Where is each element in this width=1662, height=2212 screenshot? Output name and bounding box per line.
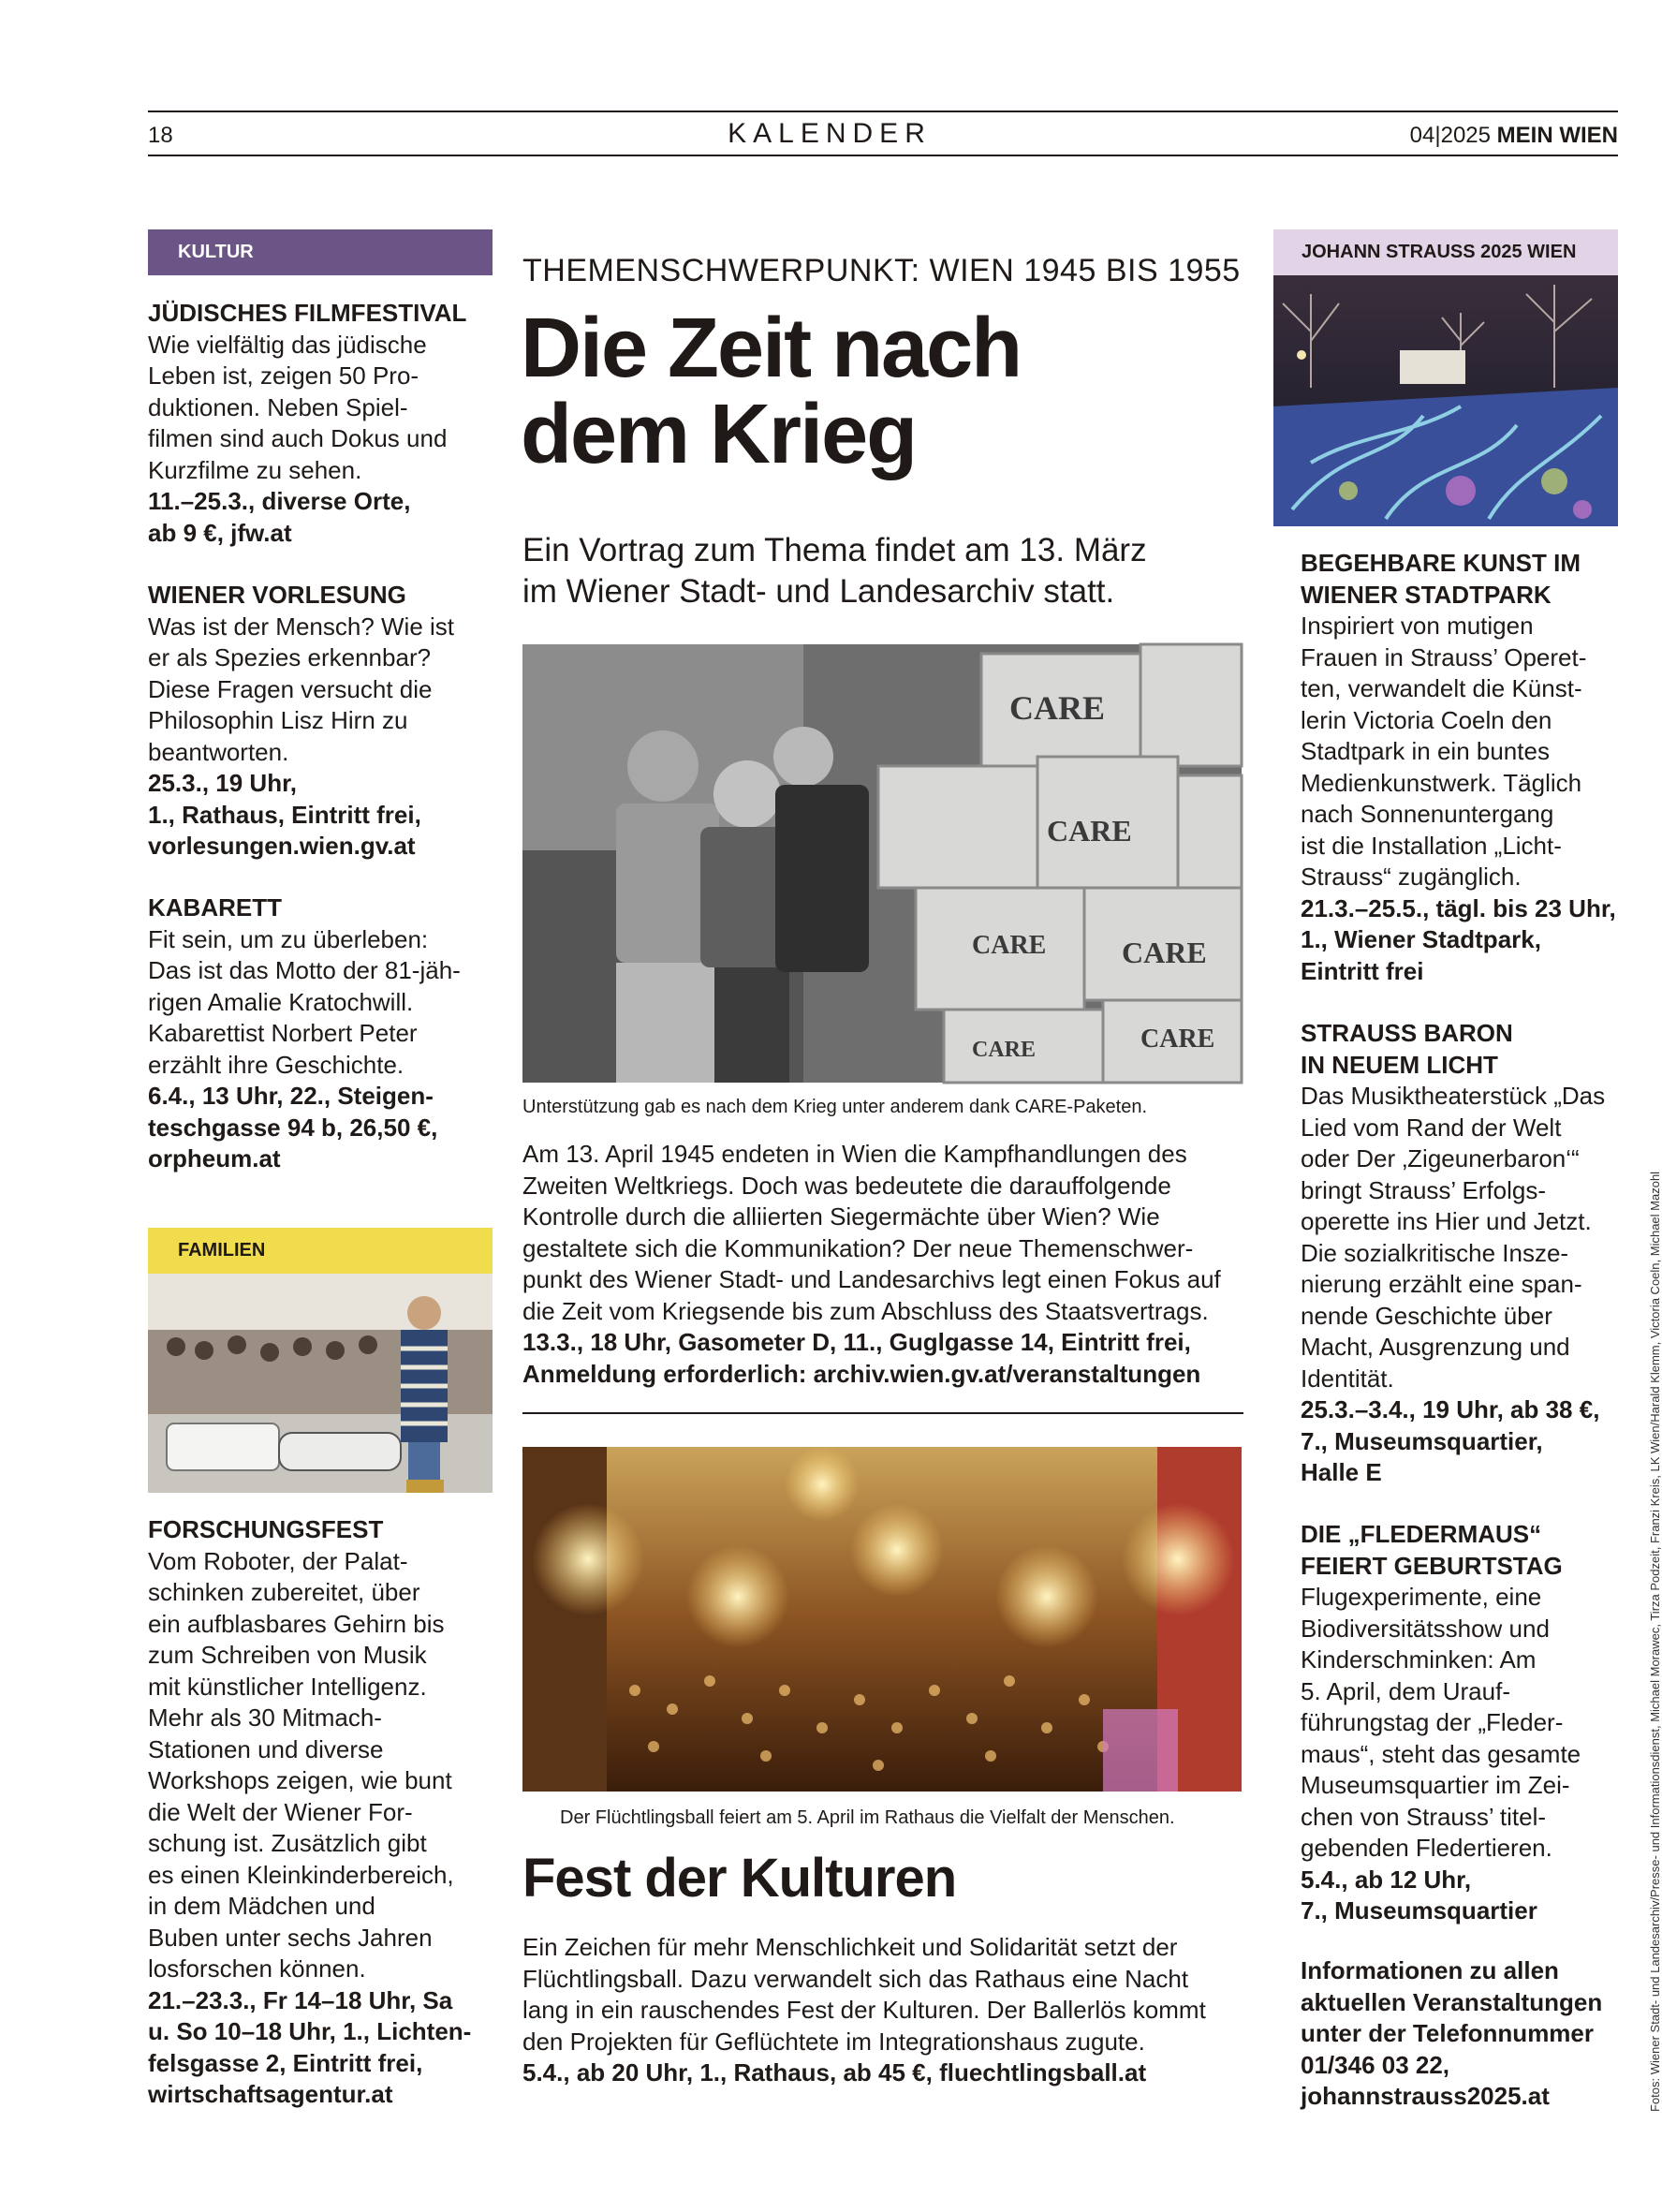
event-title: WIENER VORLESUNG — [148, 581, 406, 609]
event-text: nende Geschichte über — [1301, 1301, 1552, 1330]
event-info: 5.4., ab 12 Uhr, — [1301, 1865, 1472, 1894]
article-body — [522, 1932, 1245, 2089]
article-line: Zweiten Weltkriegs. Doch was bedeutete die darauffolgende — [522, 1171, 1171, 1200]
event-title: STRAUSS BARON — [1301, 1019, 1513, 1047]
event-title: FORSCHUNGSFEST — [148, 1515, 384, 1543]
event-text: Biodiversitätsshow und — [1301, 1614, 1550, 1643]
event-info: ab 9 €, jfw.at — [148, 518, 292, 547]
article-line: Flüchtlingsball. Dazu verwandelt sich das Rathaus eine Nacht — [522, 1964, 1189, 1993]
event-text: beantworten. — [148, 737, 289, 766]
event-kabarett — [148, 892, 461, 1175]
event-text: Kinderschminken: Am — [1301, 1645, 1537, 1674]
article-line: Kontrolle durch die alliierten Siegermächte über Wien? Wie — [522, 1202, 1160, 1231]
event-text: Vom Roboter, der Palat- — [148, 1546, 408, 1575]
strauss-info-footer — [1301, 1955, 1602, 2113]
footer-line: 01/346 03 22, — [1301, 2050, 1450, 2079]
header-top-rule — [148, 111, 1618, 112]
event-strauss-baron — [1301, 1018, 1605, 1489]
event-text: schung ist. Zusätzlich gibt — [148, 1829, 427, 1857]
event-text: er als Spezies erkennbar? — [148, 643, 432, 671]
event-begehbare-kunst — [1301, 548, 1616, 987]
event-info: 25.3.–3.4., 19 Uhr, ab 38 €, — [1301, 1395, 1600, 1423]
event-info: 1., Wiener Stadtpark, — [1301, 925, 1541, 953]
event-text: Diese Fragen versucht die — [148, 674, 433, 703]
lead-line: Ein Vortrag zum Thema findet am 13. März — [522, 532, 1147, 568]
article-info: 13.3., 18 Uhr, Gasometer D, 11., Guglgasse 14, Eintritt frei, — [522, 1328, 1191, 1356]
event-text: Flugexperimente, eine — [1301, 1583, 1542, 1611]
article-line: Ein Zeichen für mehr Menschlichkeit und Solidarität setzt der — [522, 1933, 1178, 1961]
svg-text:CARE: CARE — [972, 1038, 1037, 1062]
issue-brand — [1410, 123, 1618, 149]
event-info: vorlesungen.wien.gv.at — [148, 832, 416, 860]
familien-label: FAMILIEN — [148, 1228, 493, 1274]
event-text: lerin Victoria Coeln den — [1301, 705, 1552, 734]
event-text: Workshops zeigen, wie bunt — [148, 1766, 452, 1794]
event-text: losforschen können. — [148, 1954, 366, 1983]
event-info: 7., Museumsquartier — [1301, 1896, 1537, 1924]
event-text: Museumsquartier im Zei- — [1301, 1771, 1570, 1799]
event-text: Das Musiktheaterstück „Das — [1301, 1082, 1606, 1110]
lead-line: im Wiener Stadt- und Landesarchiv statt. — [522, 573, 1115, 610]
footer-line: unter der Telefonnummer — [1301, 2019, 1595, 2047]
event-text: Stationen und diverse — [148, 1734, 384, 1763]
event-info: 7., Museumsquartier, — [1301, 1426, 1543, 1455]
event-text: Identität. — [1301, 1364, 1394, 1393]
event-text: Was ist der Mensch? Wie ist — [148, 612, 455, 641]
svg-text:CARE: CARE — [1009, 689, 1106, 727]
forschungsfest-photo — [148, 1274, 493, 1493]
event-text: operette ins Hier und Jetzt. — [1301, 1207, 1592, 1235]
article-info: 5.4., ab 20 Uhr, 1., Rathaus, ab 45 €, fluechtlingsball.at — [522, 2058, 1147, 2087]
event-text: Stadtpark in ein buntes — [1301, 737, 1550, 765]
article-line: den Projekten für Geflüchtete im Integrationshaus zugute. — [522, 2027, 1145, 2056]
brand-name: MEIN WIEN — [1496, 123, 1618, 148]
event-info: teschgasse 94 b, 26,50 €, — [148, 1113, 438, 1142]
event-text: mit künstlicher Intelligenz. — [148, 1672, 427, 1701]
event-text: ten, verwandelt die Künst- — [1301, 674, 1582, 702]
page-number: 18 — [148, 123, 173, 148]
article-body — [522, 1139, 1245, 1390]
event-text: bringt Strauss’ Erfolgs- — [1301, 1175, 1547, 1204]
event-juedisches-filmfestival — [148, 298, 466, 549]
event-text: Fit sein, um zu überleben: — [148, 924, 429, 953]
fluechtlingsball-photo — [522, 1447, 1242, 1792]
stadtpark-photo — [1273, 275, 1618, 526]
article-line: gestaltete sich die Kommunikation? Der neue Themenschwer- — [522, 1233, 1194, 1262]
footer-line: Informationen zu allen — [1301, 1956, 1559, 1984]
event-info: u. So 10–18 Uhr, 1., Lichten- — [148, 2017, 472, 2045]
event-text: chen von Strauss’ titel- — [1301, 1802, 1547, 1831]
photo-caption: Unterstützung gab es nach dem Krieg unter anderem dank CARE-Paketen. — [522, 1097, 1148, 1117]
event-title: IN NEUEM LICHT — [1301, 1050, 1498, 1079]
event-text: maus“, steht das gesamte — [1301, 1739, 1581, 1768]
svg-text:CARE: CARE — [1122, 936, 1207, 969]
event-forschungsfest — [148, 1514, 471, 2111]
kultur-label: KULTUR — [148, 229, 493, 275]
event-info: 6.4., 13 Uhr, 22., Steigen- — [148, 1082, 434, 1110]
svg-text:CARE: CARE — [972, 931, 1047, 960]
footer-link[interactable]: johannstrauss2025.at — [1301, 2082, 1550, 2110]
event-info: 11.–25.3., diverse Orte, — [148, 487, 411, 515]
event-text: Mehr als 30 Mitmach- — [148, 1703, 382, 1732]
event-text: gebenden Fledertieren. — [1301, 1834, 1552, 1862]
event-text: Leben ist, zeigen 50 Pro- — [148, 361, 419, 390]
event-info: wirtschaftsagentur.at — [148, 2080, 393, 2108]
event-text: filmen sind auch Dokus und — [148, 424, 448, 452]
headline-line: Die Zeit nach — [521, 302, 1022, 395]
event-text: führungstag der „Fleder- — [1301, 1708, 1564, 1736]
footer-line: aktuellen Veranstaltungen — [1301, 1987, 1603, 2016]
event-fledermaus — [1301, 1519, 1581, 1927]
event-info: felsgasse 2, Eintritt frei, — [148, 2048, 423, 2077]
event-text: Frauen in Strauss’ Operet- — [1301, 642, 1587, 671]
event-title: JÜDISCHES FILMFESTIVAL — [148, 299, 467, 327]
event-text: in dem Mädchen und — [148, 1892, 375, 1920]
event-text: Kurzfilme zu sehen. — [148, 455, 362, 484]
event-title: BEGEHBARE KUNST IM — [1301, 549, 1581, 577]
event-title: KABARETT — [148, 893, 282, 922]
svg-text:CARE: CARE — [1140, 1025, 1215, 1054]
event-text: es einen Kleinkinderbereich, — [148, 1860, 454, 1889]
headline — [521, 302, 1022, 481]
photo-caption: Der Flüchtlingsball feiert am 5. April im Rathaus die Vielfalt der Menschen. — [560, 1807, 1175, 1828]
headline-line: dem Krieg — [521, 388, 917, 481]
event-text: Strauss“ zugänglich. — [1301, 863, 1522, 891]
photo-credits: Fotos: Wiener Stadt- und Landesarchiv/Presse- und Informationsdienst, Michael Morawec, Tirza Podzeit, Franzi Kreis, LK Wien/Harald Klemm, Victoria Coeln, Michael Mazohl — [1648, 1171, 1662, 2112]
article-line: punkt des Wiener Stadt- und Landesarchivs legt einen Fokus auf — [522, 1265, 1221, 1293]
event-text: rigen Amalie Kratochwill. — [148, 987, 414, 1016]
event-title: DIE „FLEDERMAUS“ — [1301, 1520, 1542, 1548]
event-text: Kabarettist Norbert Peter — [148, 1019, 418, 1047]
subheadline: Fest der Kulturen — [522, 1848, 957, 1909]
event-title: FEIERT GEBURTSTAG — [1301, 1551, 1563, 1580]
section-title: KALENDER — [728, 118, 932, 149]
event-text: nach Sonnenuntergang — [1301, 800, 1554, 828]
article-info: Anmeldung erforderlich: archiv.wien.gv.at/veranstaltungen — [522, 1359, 1201, 1388]
event-title: WIENER STADTPARK — [1301, 580, 1552, 609]
event-text: erzählt ihre Geschichte. — [148, 1050, 404, 1079]
event-wiener-vorlesung — [148, 580, 454, 863]
event-text: Lied vom Rand der Welt — [1301, 1113, 1562, 1142]
issue-number: 04|2025 — [1409, 123, 1491, 148]
event-text: Macht, Ausgrenzung und — [1301, 1333, 1570, 1361]
event-text: duktionen. Neben Spiel- — [148, 392, 408, 421]
event-info: 21.–23.3., Fr 14–18 Uhr, Sa — [148, 1985, 453, 2014]
article-line: Am 13. April 1945 endeten in Wien die Kampfhandlungen des — [522, 1140, 1187, 1168]
event-info: Halle E — [1301, 1458, 1382, 1486]
event-info: 1., Rathaus, Eintritt frei, — [148, 800, 421, 829]
care-packages-photo — [522, 644, 1242, 1083]
article-line: lang in ein rauschendes Fest der Kulturen. Der Ballerlös kommt — [522, 1996, 1206, 2024]
event-text: 5. April, dem Urauf- — [1301, 1676, 1510, 1705]
event-info: Eintritt frei — [1301, 956, 1424, 985]
header-bottom-rule — [148, 155, 1618, 156]
event-text: Buben unter sechs Jahren — [148, 1923, 433, 1952]
strauss-label: JOHANN STRAUSS 2025 WIEN — [1273, 229, 1618, 275]
event-text: schinken zubereitet, über — [148, 1578, 420, 1606]
event-text: Wie vielfältig das jüdische — [148, 330, 427, 359]
event-text: ist die Installation „Licht- — [1301, 831, 1562, 860]
svg-text:CARE: CARE — [1047, 814, 1132, 848]
event-info: 25.3., 19 Uhr, — [148, 769, 297, 797]
event-text: die Welt der Wiener For- — [148, 1797, 413, 1826]
event-text: zum Schreiben von Musik — [148, 1641, 427, 1669]
event-text: Medienkunstwerk. Täglich — [1301, 768, 1582, 797]
event-text: Inspiriert von mutigen — [1301, 612, 1534, 640]
kicker: THEMENSCHWERPUNKT: WIEN 1945 BIS 1955 — [522, 253, 1241, 288]
event-text: Die sozialkritische Insze- — [1301, 1238, 1569, 1267]
event-text: nierung erzählt eine span- — [1301, 1270, 1582, 1298]
event-info: orpheum.at — [148, 1144, 281, 1172]
lead-text — [522, 530, 1253, 612]
event-text: Philosophin Lisz Hirn zu — [148, 706, 408, 734]
event-text: Das ist das Motto der 81-jäh- — [148, 956, 461, 984]
section-divider — [522, 1412, 1243, 1414]
article-line: die Zeit vom Kriegsende bis zum Abschluss des Staatsvertrags. — [522, 1296, 1209, 1325]
event-text: oder Der ‚Zigeunerbaron‘“ — [1301, 1144, 1580, 1172]
event-text: ein aufblasbares Gehirn bis — [148, 1609, 445, 1638]
event-info: 21.3.–25.5., tägl. bis 23 Uhr, — [1301, 893, 1616, 922]
